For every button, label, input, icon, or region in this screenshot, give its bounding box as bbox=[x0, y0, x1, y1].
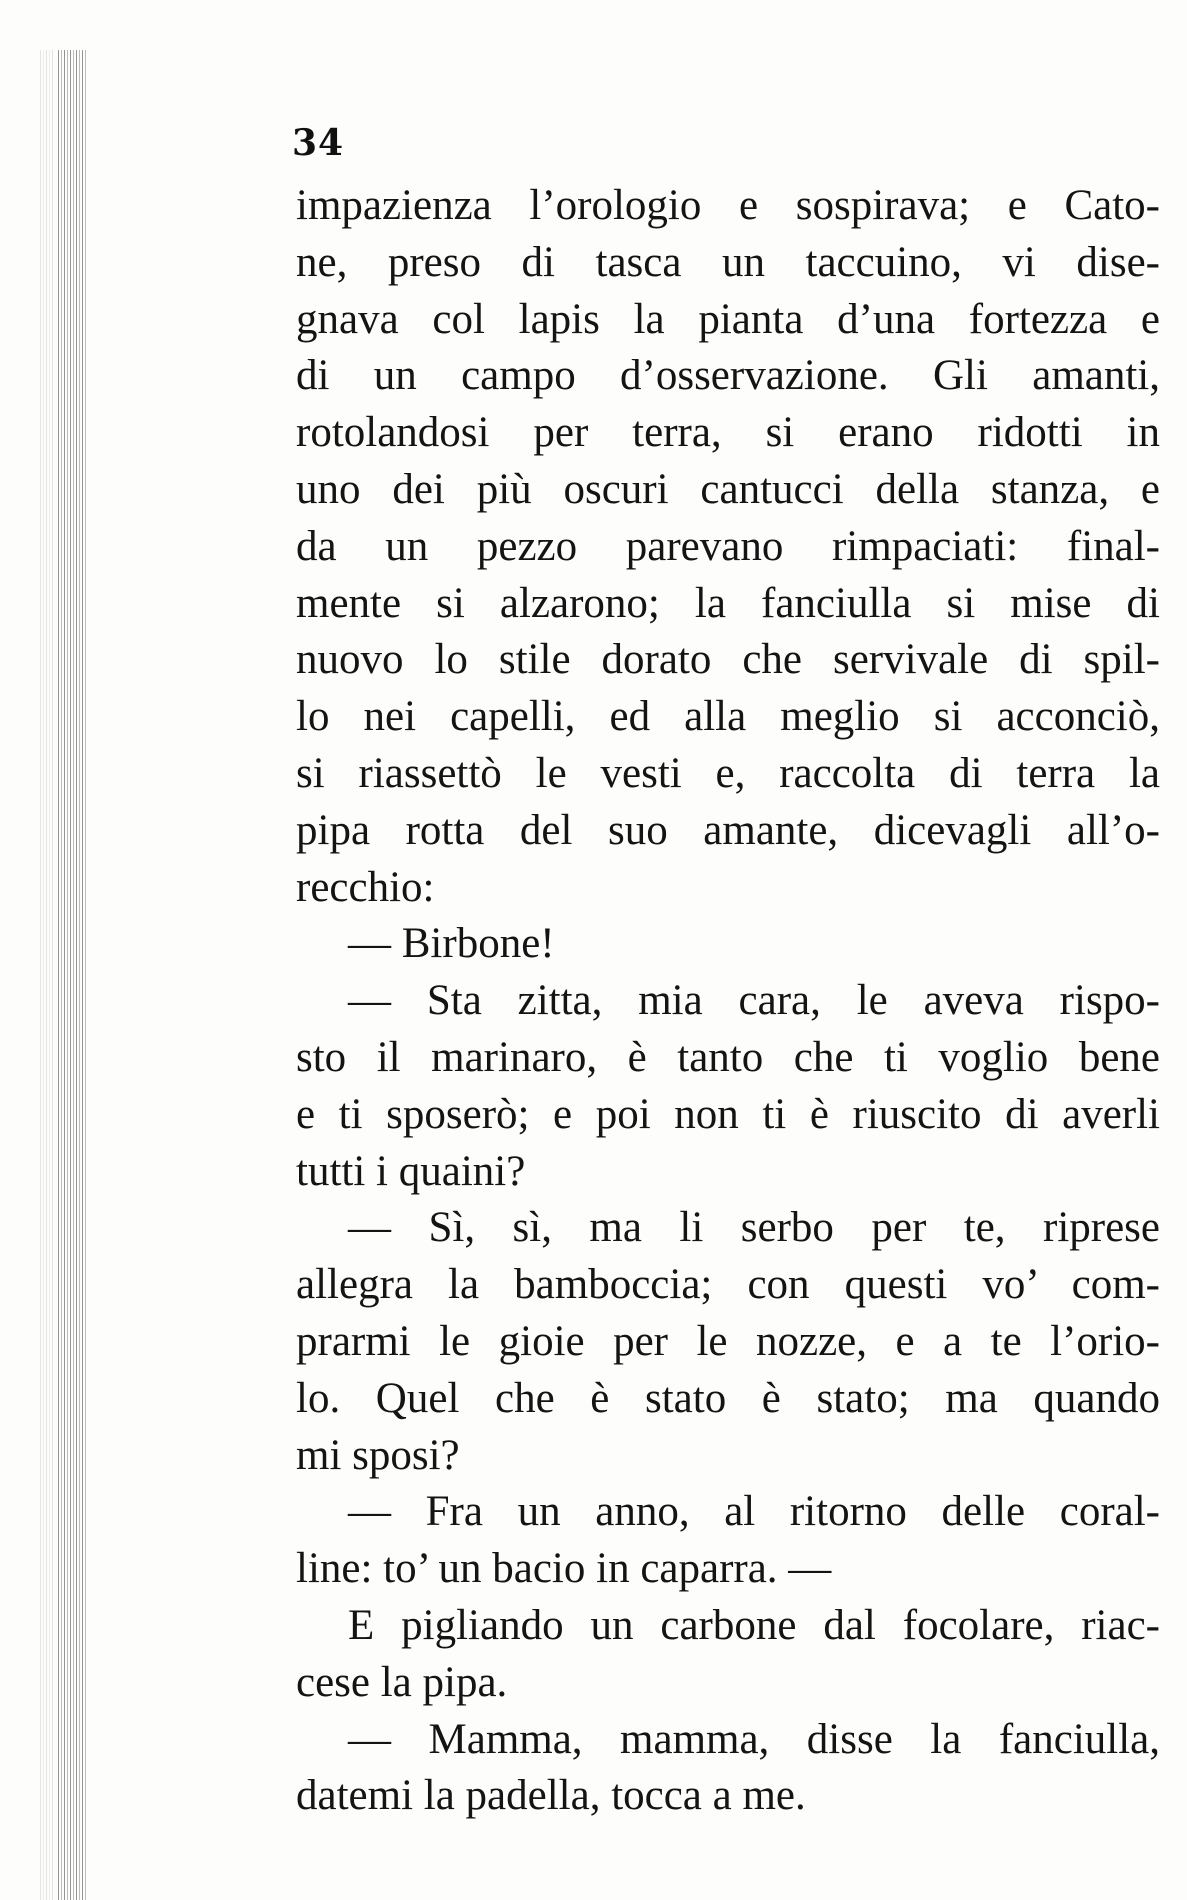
dialogue-line: — Birbone! bbox=[348, 920, 555, 968]
text-line: line: to’ un bacio in caparra. — bbox=[296, 1545, 832, 1593]
dialogue-line: — Mamma, mamma, disse la fanciulla, bbox=[348, 1715, 1160, 1763]
text-line: di un campo d’osservazione. Gli amanti, bbox=[296, 352, 1160, 400]
page-number: 34 bbox=[292, 122, 345, 164]
text-line: recchio: bbox=[296, 863, 435, 911]
text-line: ne, preso di tasca un taccuino, vi dise- bbox=[296, 238, 1160, 286]
dialogue-line: — Sì, sì, ma li serbo per te, riprese bbox=[348, 1204, 1160, 1252]
text-line: lo nei capelli, ed alla meglio si acconciò, bbox=[296, 693, 1160, 741]
text-line: allegra la bamboccia; con questi vo’ com- bbox=[296, 1261, 1160, 1309]
text-line: mente si alzarono; la fanciulla si mise di bbox=[296, 579, 1160, 627]
paragraph-line: E pigliando un carbone dal focolare, riac- bbox=[348, 1601, 1160, 1649]
binding-edge bbox=[58, 50, 88, 1900]
text-line: impazienza l’orologio e sospirava; e Cato- bbox=[296, 182, 1160, 229]
text-line: uno dei più oscuri cantucci della stanza, e bbox=[296, 465, 1160, 513]
binding-shadow bbox=[40, 50, 54, 1900]
text-line: da un pezzo parevano rimpaciati: final- bbox=[296, 522, 1160, 570]
dialogue-line: — Sta zitta, mia cara, le aveva rispo- bbox=[348, 977, 1160, 1025]
text-line: tutti i quaini? bbox=[296, 1147, 526, 1195]
text-line: si riassettò le vesti e, raccolta di terra la bbox=[296, 749, 1160, 797]
text-line: nuovo lo stile dorato che servivale di spil- bbox=[296, 636, 1160, 684]
text-line: datemi la padella, tocca a me. bbox=[296, 1772, 806, 1820]
text-line: prarmi le gioie per le nozze, e a te l’orio- bbox=[296, 1317, 1160, 1365]
text-line: pipa rotta del suo amante, dicevagli all’o- bbox=[296, 806, 1160, 854]
text-line: lo. Quel che è stato è stato; ma quando bbox=[296, 1374, 1160, 1422]
text-line: e ti sposerò; e poi non ti è riuscito di averli bbox=[296, 1090, 1160, 1138]
text-line: mi sposi? bbox=[296, 1431, 460, 1479]
body-text bbox=[296, 178, 1160, 1825]
dialogue-line: — Fra un anno, al ritorno delle coral- bbox=[348, 1488, 1160, 1536]
text-line: cese la pipa. bbox=[296, 1658, 508, 1706]
text-line: rotolandosi per terra, si erano ridotti in bbox=[296, 409, 1160, 457]
text-line: sto il marinaro, è tanto che ti voglio bene bbox=[296, 1033, 1160, 1081]
text-line: gnava col lapis la pianta d’una fortezza e bbox=[296, 295, 1160, 343]
